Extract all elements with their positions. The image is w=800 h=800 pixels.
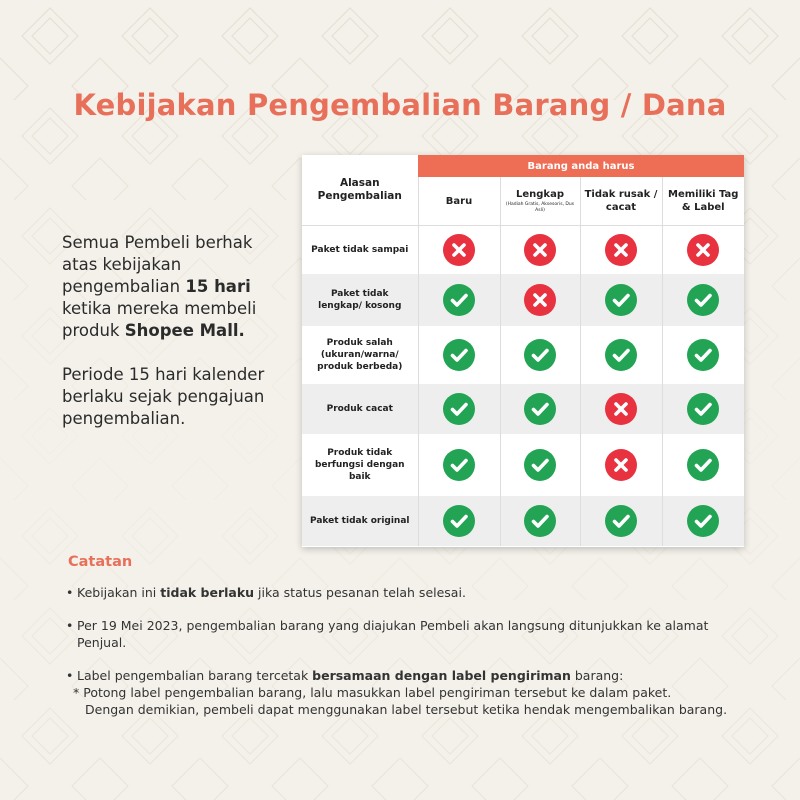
cross-icon [686, 233, 720, 267]
status-cell [418, 326, 500, 384]
column-header [418, 177, 500, 226]
column-label: Tidak rusak / cacat [584, 189, 658, 213]
check-icon [604, 504, 638, 538]
bullet: • [66, 668, 74, 683]
note-subtext: * Potong label pengembalian barang, lalu masukkan label pengiriman tersebut ke dalam paket. [73, 685, 672, 700]
row-reason: Produk tidak berfungsi dengan baik [314, 447, 405, 482]
check-icon [686, 283, 720, 317]
intro-shopee-mall: Shopee Mall. [124, 321, 245, 340]
status-cell [580, 274, 662, 326]
column-label: Memiliki Tag & Label [668, 189, 739, 213]
notes-title: Catatan [68, 554, 133, 570]
note-text: barang: [570, 668, 624, 683]
note-item [66, 584, 781, 601]
column-header [500, 177, 580, 226]
check-icon [442, 504, 476, 538]
cross-icon [523, 233, 557, 267]
note-bold: tidak berlaku [160, 585, 255, 600]
note-subtext: Dengan demikian, pembeli dapat menggunakan label tersebut ketika hendak mengembalikan barang. [85, 702, 728, 717]
requirements-header: Barang anda harus [418, 155, 744, 177]
cross-icon [604, 448, 638, 482]
status-cell [500, 434, 580, 496]
status-cell [662, 434, 744, 496]
cross-icon [523, 283, 557, 317]
row-reason: Produk cacat [302, 384, 418, 434]
intro-paragraph-1 [62, 232, 292, 342]
check-icon [523, 504, 557, 538]
column-header [662, 177, 744, 226]
note-item [66, 617, 717, 651]
row-reason: Paket tidak original [302, 496, 418, 546]
page-title [0, 88, 800, 122]
status-cell [418, 384, 500, 434]
intro-15-hari: 15 hari [185, 277, 251, 296]
intro-paragraph-2: Periode 15 hari kalender berlaku sejak pengajuan pengembalian. [62, 365, 265, 428]
check-icon [442, 448, 476, 482]
row-reason: Paket tidak lengkap/ kosong [302, 274, 418, 326]
title-normal: Kebijakan [73, 88, 247, 122]
check-icon [442, 283, 476, 317]
table-row [302, 226, 744, 274]
check-icon [686, 392, 720, 426]
status-cell [662, 496, 744, 546]
cross-icon [604, 392, 638, 426]
status-cell [580, 326, 662, 384]
cross-icon [604, 233, 638, 267]
intro-text [62, 232, 292, 452]
intro-text-1c: ketika mereka membeli produk [62, 299, 257, 340]
reason-column-header: Alasan Pengembalian [302, 155, 418, 226]
status-cell [580, 226, 662, 274]
table-row [302, 274, 744, 326]
status-cell [500, 384, 580, 434]
table-row [302, 496, 744, 546]
column-sublabel: (Hadiah Gratis, Aksesoris, Dus Asli) [505, 202, 575, 213]
row-reason: Produk salah (ukuran/warna/ produk berbeda) [317, 337, 403, 372]
status-cell [580, 384, 662, 434]
note-item [66, 667, 781, 718]
check-icon [523, 392, 557, 426]
status-cell [500, 326, 580, 384]
status-cell [580, 434, 662, 496]
column-header [580, 177, 662, 226]
bullet: • [66, 618, 74, 633]
status-cell [500, 226, 580, 274]
status-cell [662, 274, 744, 326]
status-cell [500, 496, 580, 546]
status-cell [580, 496, 662, 546]
bullet: • [66, 585, 74, 600]
policy-table-card [302, 155, 744, 547]
status-cell [662, 226, 744, 274]
table-row [302, 434, 744, 496]
check-icon [686, 448, 720, 482]
note-text: Label pengembalian barang tercetak [77, 668, 313, 683]
policy-table [302, 155, 744, 546]
table-row [302, 326, 744, 384]
status-cell [418, 496, 500, 546]
table-row [302, 384, 744, 434]
check-icon [523, 448, 557, 482]
status-cell [500, 274, 580, 326]
row-reason: Paket tidak sampai [311, 244, 409, 255]
column-label: Lengkap [516, 189, 564, 200]
column-label: Baru [445, 195, 473, 207]
notes-section [66, 554, 781, 734]
check-icon [442, 392, 476, 426]
check-icon [604, 283, 638, 317]
note-text: jika status pesanan telah selesai. [254, 585, 466, 600]
intro-text-1a: Semua Pembeli berhak atas kebijakan pengembalian [62, 233, 253, 296]
title-bold: Pengembalian Barang / Dana [246, 88, 727, 122]
status-cell [418, 434, 500, 496]
note-bold: bersamaan dengan label pengiriman [312, 668, 571, 683]
check-icon [604, 338, 638, 372]
status-cell [418, 274, 500, 326]
status-cell [662, 326, 744, 384]
check-icon [442, 338, 476, 372]
note-text: Per 19 Mei 2023, pengembalian barang yang diajukan Pembeli akan langsung ditunjukkan ke alamat Penjual. [77, 618, 709, 650]
status-cell [418, 226, 500, 274]
cross-icon [442, 233, 476, 267]
check-icon [686, 338, 720, 372]
check-icon [523, 338, 557, 372]
check-icon [686, 504, 720, 538]
note-text: Kebijakan ini [77, 585, 161, 600]
status-cell [662, 384, 744, 434]
